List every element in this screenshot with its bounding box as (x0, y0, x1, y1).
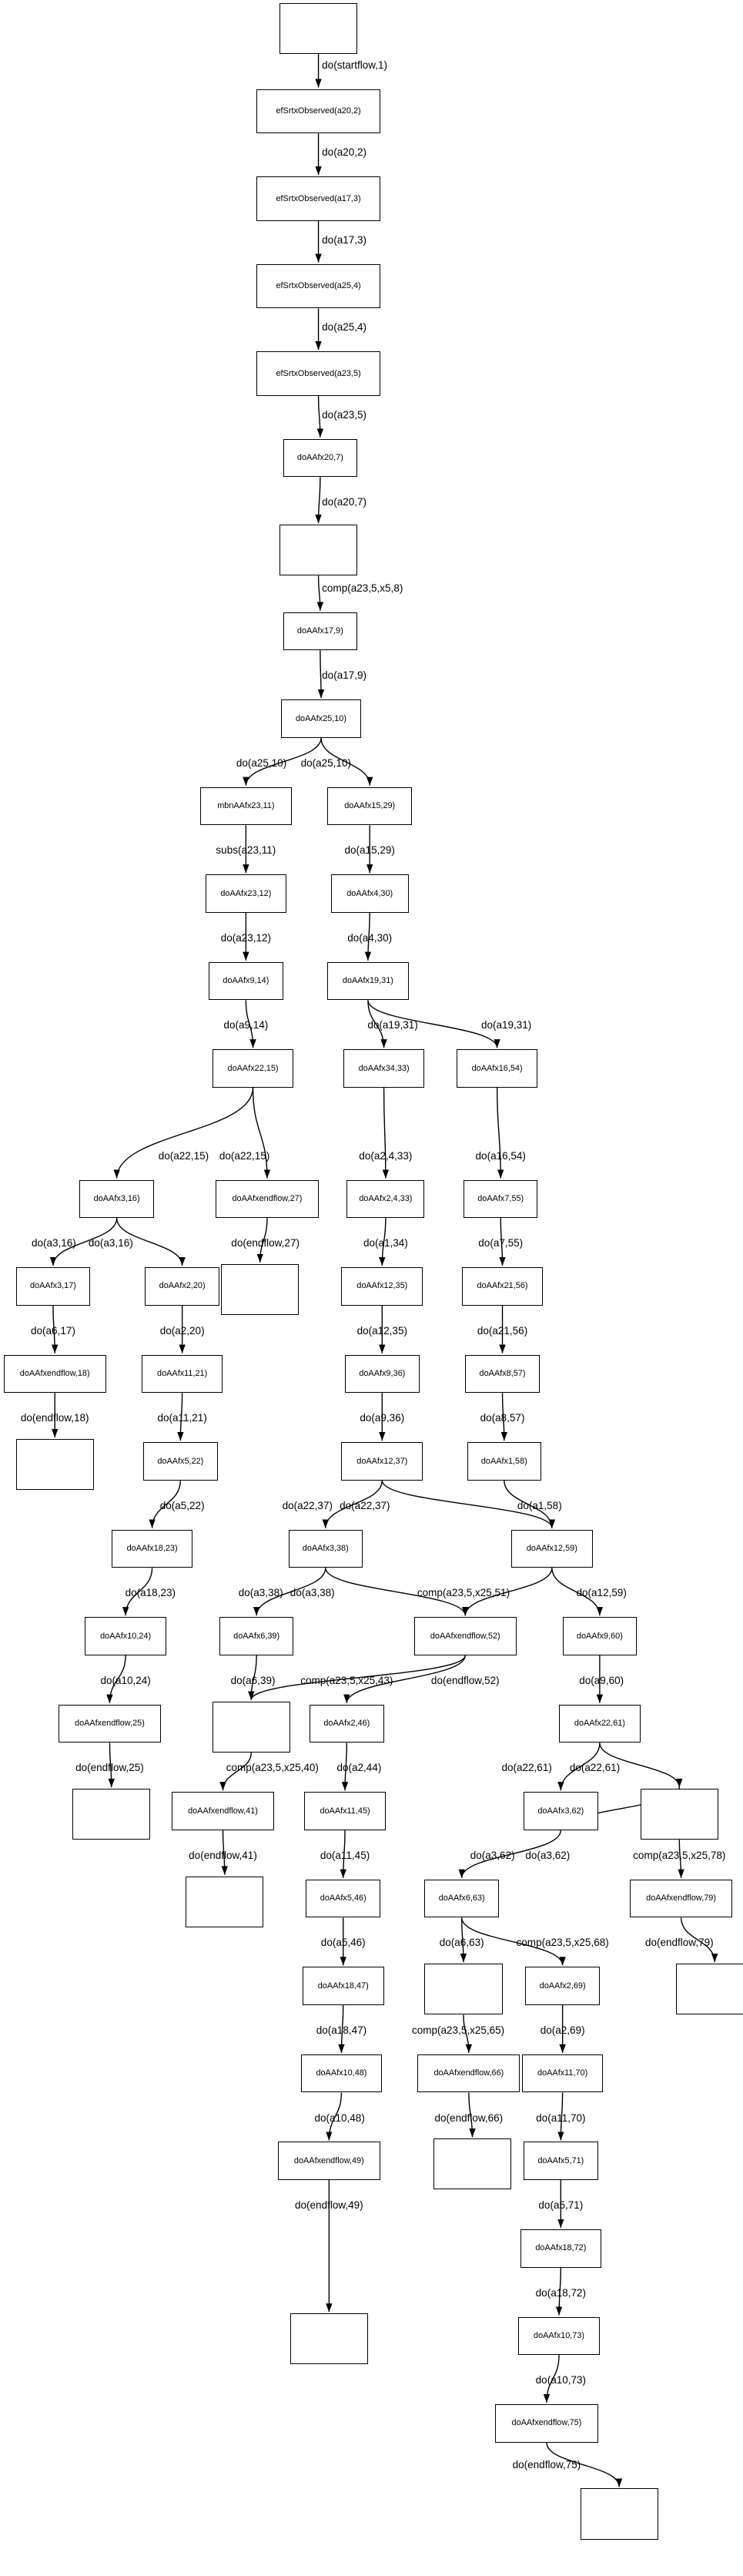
graph-edge (117, 1088, 253, 1179)
graph-node (327, 962, 409, 1001)
graph-node-label: doAAfx25,10) (296, 713, 346, 723)
graph-node-label: doAAfx18,23) (126, 1544, 178, 1554)
graph-node (464, 1180, 538, 1219)
graph-node (112, 1530, 193, 1568)
graph-node-blank (581, 2488, 658, 2539)
graph-node-label: doAAfx5,71) (537, 2155, 584, 2165)
graph-node-label: doAAfx18,47) (317, 1981, 369, 1991)
graph-node (343, 1049, 425, 1088)
graph-edge-label: do(a11,45) (320, 1850, 370, 1862)
graph-edge (320, 650, 321, 698)
graph-edge-label: do(a22,37) (340, 1500, 390, 1512)
graph-node-label: doAAfx20,7) (296, 453, 343, 463)
graph-edge (319, 477, 320, 523)
graph-node (145, 1267, 219, 1306)
graph-edge-label: do(a11,70) (536, 2111, 586, 2124)
graph-node (559, 1705, 641, 1743)
graph-node (522, 2054, 604, 2093)
graph-node (281, 699, 360, 738)
graph-node-label: doAAfxendflow,18) (19, 1369, 90, 1378)
graph-node (256, 176, 380, 221)
graph-edge-label: do(a10,73) (535, 2374, 587, 2386)
graph-edge-label: do(a6,17) (30, 1324, 75, 1337)
graph-node (85, 1617, 166, 1655)
graph-node-label: doAAfx5,46) (320, 1893, 366, 1903)
graph-edge-label: do(a15,29) (344, 844, 395, 857)
graph-node-label: doAAfx9,36) (359, 1369, 406, 1378)
graph-edge-label: do(a20,2) (322, 146, 367, 159)
graph-node-label: doAAfxendflow,27) (232, 1193, 303, 1203)
graph-node-blank (424, 1964, 502, 2014)
graph-node (304, 1792, 386, 1830)
graph-node (327, 787, 412, 826)
graph-node (524, 1792, 598, 1830)
graph-node-label: doAAfx22,15) (227, 1063, 279, 1073)
graph-edge-label: do(a5,71) (538, 2199, 584, 2212)
graph-node-blank (72, 1789, 150, 1840)
graph-edge (253, 1088, 267, 1179)
graph-edge-label: do(a10,48) (314, 2111, 365, 2124)
graph-node (256, 264, 380, 309)
graph-node (345, 1355, 420, 1394)
graph-edge-label: do(a17,3) (322, 233, 367, 246)
graph-edge-label: do(a2,69) (540, 2024, 585, 2037)
graph-node-label: doAAfxendflow,49) (293, 2155, 364, 2165)
graph-node (511, 1530, 593, 1568)
graph-edge-label: do(a3,16) (31, 1237, 76, 1249)
graph-edge-label: do(endflow,27) (231, 1237, 300, 1249)
graph-edge-label: comp(a23,5,x25,78) (633, 1850, 726, 1862)
graph-node-label: doAAfx10,73) (534, 2330, 585, 2340)
graph-node (518, 2317, 600, 2356)
graph-edge-label: do(a3,62) (470, 1850, 515, 1862)
graph-node-blank (641, 1789, 718, 1840)
graph-edge-label: comp(a23,5,x25,68) (516, 1937, 609, 1949)
graph-node (303, 1967, 384, 2005)
graph-node-label: doAAfx18,72) (535, 2243, 587, 2253)
graph-edge-label: do(a9,14) (223, 1019, 269, 1031)
graph-node-label: doAAfx9,14) (223, 976, 269, 986)
graph-node (424, 1880, 499, 1918)
graph-node-label: doAAfxendflow,66) (433, 2068, 504, 2078)
graph-node (525, 1967, 600, 2005)
graph-node (630, 1880, 732, 1918)
graph-node (143, 1442, 218, 1481)
graph-node (462, 1267, 544, 1306)
graph-edge-label: do(endflow,66) (434, 2111, 504, 2124)
graph-edge (319, 575, 320, 610)
graph-edge-label: do(a25,10) (236, 757, 287, 770)
graph-edge-label: do(a3,38) (238, 1587, 283, 1599)
graph-node-label: doAAfx6,39) (233, 1631, 280, 1641)
graph-node-label: doAAfx5,22) (157, 1456, 204, 1466)
graph-node-label: doAAfx3,17) (29, 1281, 76, 1291)
graph-edge-label: do(a23,5) (322, 408, 367, 421)
graph-node-label: doAAfx3,38) (302, 1544, 349, 1554)
graph-node-label: doAAfx2,20) (159, 1281, 206, 1291)
graph-edge-label: do(a25,10) (300, 757, 351, 770)
graph-edge-label: do(a12,59) (576, 1587, 627, 1599)
graph-edge-label: comp(a23,5,x25,51) (417, 1587, 510, 1599)
graph-node-label: doAAfxendflow,52) (430, 1631, 500, 1641)
graph-edge-label: do(a7,55) (478, 1237, 524, 1249)
graph-edge-label: do(a8,57) (480, 1412, 525, 1424)
graph-edge-label: do(a25,4) (322, 321, 367, 334)
graph-node-label: mbnAAfx23,11) (217, 801, 275, 811)
graph-edge-label: do(a9,36) (360, 1412, 405, 1424)
graph-edge-label: do(a17,9) (322, 669, 367, 682)
graph-node-label: efSrtxObserved(a20,2) (276, 106, 361, 116)
graph-edge-label: do(endflow,75) (512, 2458, 581, 2470)
graph-node (524, 2142, 598, 2180)
graph-node-blank (676, 1964, 743, 2014)
graph-edge-label: do(a1,34) (363, 1237, 408, 1249)
graph-node (467, 1442, 542, 1481)
graph-edge-label: do(a9,60) (579, 1675, 624, 1687)
graph-node-blank (16, 1439, 94, 1490)
graph-node (142, 1355, 223, 1394)
graph-node (200, 787, 292, 826)
graph-node-blank (433, 2138, 511, 2189)
graph-edge-label: comp(a23,5,x25,43) (300, 1675, 393, 1687)
graph-node (256, 351, 380, 396)
graph-node (172, 1792, 274, 1830)
graph-edge-label: do(a2,44) (336, 1762, 382, 1774)
graph-node (457, 1049, 538, 1088)
graph-edge-label: do(endflow,18) (20, 1412, 89, 1424)
graph-node-label: doAAfx2,46) (323, 1719, 370, 1729)
graph-edge-label: do(endflow,52) (430, 1675, 500, 1687)
graph-node (213, 1049, 294, 1088)
graph-node-label: doAAfx22,61) (574, 1719, 625, 1729)
graph-node-label: efSrtxObserved(a23,5) (276, 368, 361, 378)
graph-node-label: doAAfx21,56) (477, 1281, 528, 1291)
graph-edge-label: comp(a23,5,x25,65) (411, 2024, 505, 2037)
graph-node-blank (279, 3, 357, 54)
graph-node-label: efSrtxObserved(a25,4) (276, 281, 361, 291)
graph-node (414, 1617, 517, 1655)
graph-node (219, 1617, 294, 1655)
graph-node (520, 2229, 602, 2268)
graph-node-label: doAAfx9,60) (576, 1631, 623, 1641)
graph-edge-label: do(a22,61) (569, 1762, 621, 1774)
graph-edge-label: do(a5,22) (159, 1500, 205, 1512)
graph-edge-label: do(a10,24) (100, 1675, 151, 1687)
graph-node-label: doAAfx7,55) (477, 1193, 524, 1203)
graph-node (59, 1705, 161, 1743)
graph-node-label: doAAfx11,45) (320, 1806, 370, 1816)
graph-edge-label: do(a12,35) (356, 1324, 407, 1337)
graph-edge-label: do(a19,31) (480, 1019, 532, 1031)
graph-node-label: doAAfx23,12) (220, 888, 272, 898)
graph-node (465, 1355, 540, 1394)
graph-node (301, 2054, 383, 2093)
graph-node (4, 1355, 106, 1394)
graph-node-label: doAAfx2,69) (539, 1981, 586, 1991)
graph-node (310, 1705, 384, 1743)
graph-node-blank (279, 525, 357, 575)
graph-node (306, 1880, 380, 1918)
graph-node (563, 1617, 638, 1655)
graph-node-label: doAAfx16,54) (471, 1063, 523, 1073)
graph-edge (319, 396, 320, 438)
graph-node-blank (221, 1264, 299, 1315)
graph-node-label: doAAfx15,29) (344, 801, 396, 811)
graph-node (341, 1267, 423, 1306)
graph-edge-label: subs(a23,11) (216, 844, 276, 857)
graph-edge-label: comp(a23,5,x25,40) (226, 1762, 319, 1774)
graph-edge-label: do(a21,56) (477, 1324, 528, 1337)
graph-edge-label: do(a22,37) (282, 1500, 333, 1512)
graph-node-label: doAAfx3,62) (537, 1806, 584, 1816)
graph-node-label: doAAfx2,4,33) (359, 1193, 413, 1203)
graph-node-label: doAAfx10,48) (316, 2068, 367, 2078)
graph-edge-label: do(a20,7) (322, 496, 367, 508)
graph-node (283, 612, 358, 651)
graph-edge-label: do(a3,38) (290, 1587, 335, 1599)
graph-node (495, 2404, 597, 2443)
graph-node-label: efSrtxObserved(a17,3) (276, 193, 361, 203)
graph-edge-label: do(a2,4,33) (359, 1149, 413, 1162)
graph-edge (497, 1088, 501, 1179)
graph-edge-label: do(a18,72) (535, 2286, 587, 2299)
graph-node-label: doAAfx12,59) (526, 1544, 577, 1554)
graph-node-label: doAAfxendflow,75) (511, 2418, 582, 2428)
graph-node (346, 1180, 424, 1219)
graph-node-label: doAAfxendflow,79) (646, 1893, 716, 1903)
graph-edge-label: do(endflow,79) (644, 1937, 714, 1949)
graph-node (278, 2142, 380, 2180)
graph-node-label: doAAfx6,63) (438, 1893, 485, 1903)
graph-node (206, 874, 287, 913)
graph-node-label: doAAfx10,24) (100, 1631, 152, 1641)
graph-edge-label: do(a19,31) (367, 1019, 418, 1031)
graph-edge-label: comp(a23,5,x5,8) (322, 582, 403, 594)
graph-node-label: doAAfx12,37) (356, 1456, 408, 1466)
graph-edge-label: do(endflow,49) (295, 2199, 363, 2212)
graph-edge-label: do(a16,54) (475, 1149, 526, 1162)
graph-node-label: doAAfx19,31) (342, 976, 393, 986)
graph-edge-label: do(a22,15) (219, 1149, 270, 1162)
graph-node-blank (290, 2313, 368, 2364)
graph-edge-label: do(a4,30) (347, 932, 393, 944)
graph-node (216, 1180, 318, 1219)
graph-node (283, 439, 358, 478)
graph-edge-label: do(a3,16) (88, 1237, 133, 1249)
graph-node-label: doAAfx8,57) (479, 1369, 526, 1378)
graph-edge-label: do(a22,15) (158, 1149, 209, 1162)
graph-node-label: doAAfx34,33) (358, 1063, 410, 1073)
graph-node (16, 1267, 91, 1306)
graph-node-label: doAAfxendflow,41) (188, 1806, 258, 1816)
graph-edge-label: do(a5,46) (320, 1937, 366, 1949)
graph-node (209, 962, 283, 1001)
graph-node-label: doAAfx12,35) (356, 1281, 408, 1291)
graph-node (79, 1180, 154, 1219)
graph-edge-label: do(a11,21) (157, 1412, 207, 1424)
graph-node-label: doAAfx4,30) (346, 888, 393, 898)
graph-edge-label: do(a2,20) (159, 1324, 205, 1337)
graph-edge-label: do(a3,62) (525, 1850, 571, 1862)
graph-node-label: doAAfxendflow,25) (75, 1719, 145, 1729)
graph-edge-label: do(a6,39) (230, 1675, 276, 1687)
graph-node (417, 2054, 520, 2093)
graph-edge-label: do(a6,63) (439, 1937, 484, 1949)
graph-edge-label: do(startflow,1) (322, 59, 388, 71)
graph-edge-label: do(endflow,25) (75, 1762, 144, 1774)
graph-node-blank (213, 1702, 290, 1753)
graph-edge-label: do(a18,47) (316, 2024, 367, 2037)
graph-edge (384, 1088, 386, 1179)
graph-edge-label: do(endflow,41) (189, 1850, 257, 1862)
graph-node-label: doAAfx11,21) (157, 1369, 208, 1378)
graph-node-label: doAAfx11,70) (537, 2068, 588, 2078)
graph-node (289, 1530, 363, 1568)
graph-node-label: doAAfx3,16) (93, 1193, 140, 1203)
graph-node (341, 1442, 423, 1481)
graph-node (331, 874, 409, 913)
graph-node (256, 89, 380, 134)
graph-node-blank (186, 1877, 263, 1927)
graph-node-label: doAAfx1,58) (480, 1456, 527, 1466)
graph-edge-label: do(a1,58) (517, 1500, 562, 1512)
graph-edge-label: do(a18,23) (125, 1587, 176, 1599)
graph-edge-label: do(a23,12) (220, 932, 272, 944)
graph-edge-label: do(a22,61) (501, 1762, 552, 1774)
graph-node-label: doAAfx17,9) (296, 626, 343, 636)
